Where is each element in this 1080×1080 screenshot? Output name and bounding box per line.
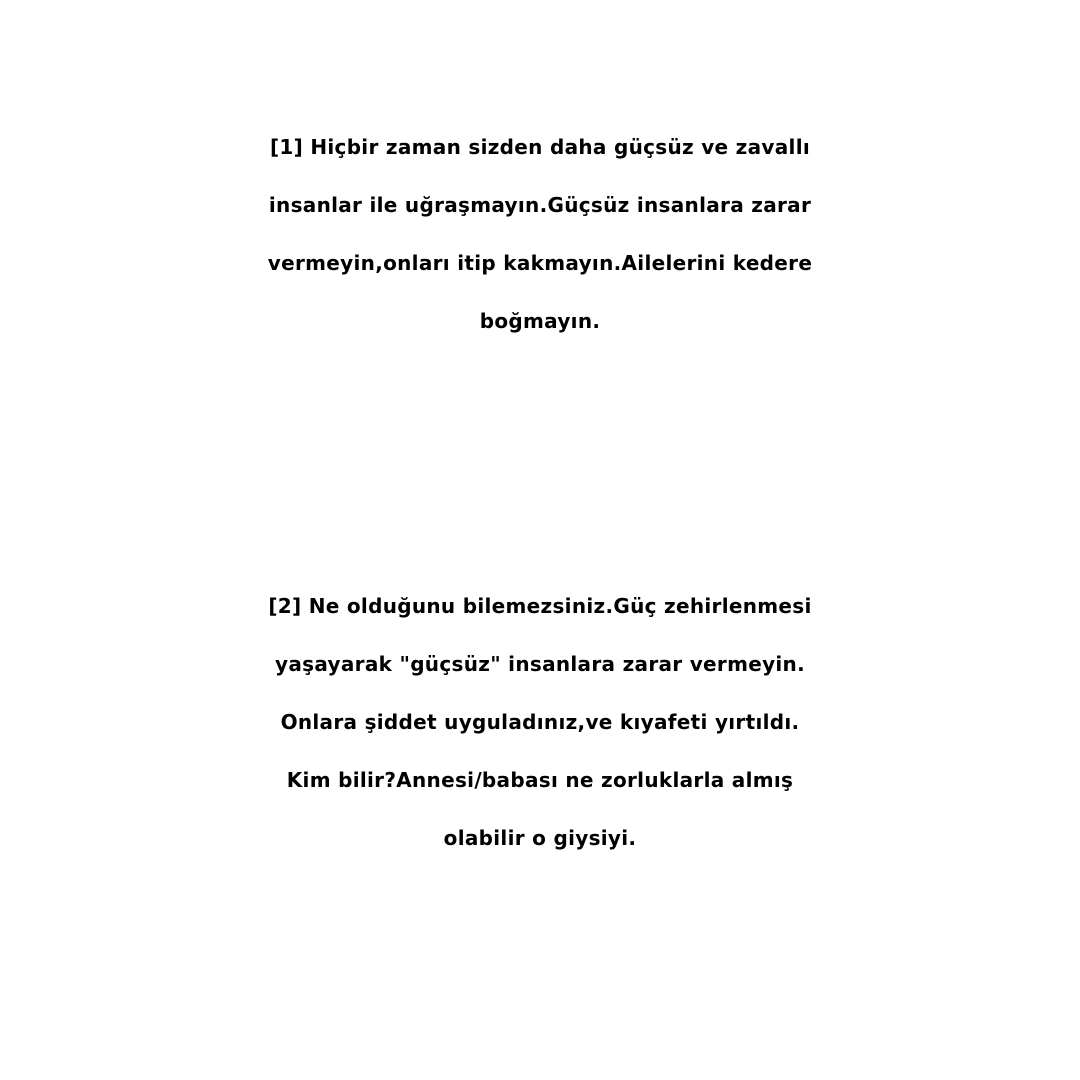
paragraph-2-line-4: Kim bilir?Annesi/babası ne zorluklarla almış [286, 768, 794, 792]
paragraph-2-line-1: [2] Ne olduğunu bilemezsiniz.Güç zehirlenmesi [268, 594, 812, 618]
paragraph-1-line-4: boğmayın. [479, 309, 601, 333]
paragraph-1-line-3: vermeyin,onları itip kakmayın.Ailelerini kedere [267, 251, 813, 275]
paragraph-2-line-3: Onlara şiddet uyguladınız,ve kıyafeti yırtıldı. [280, 710, 800, 734]
paragraph-2-line-5: olabilir o giysiyi. [443, 826, 637, 850]
paragraph-1-line-2: insanlar ile uğraşmayın.Güçsüz insanlara zarar [268, 193, 812, 217]
paragraph-1-line-1: [1] Hiçbir zaman sizden daha güçsüz ve zavallı [269, 135, 811, 159]
paragraph-2-line-2: yaşayarak "güçsüz" insanlara zarar vermeyin. [275, 652, 805, 676]
paragraph-2 [0, 577, 1080, 867]
paragraph-1 [0, 118, 1080, 350]
